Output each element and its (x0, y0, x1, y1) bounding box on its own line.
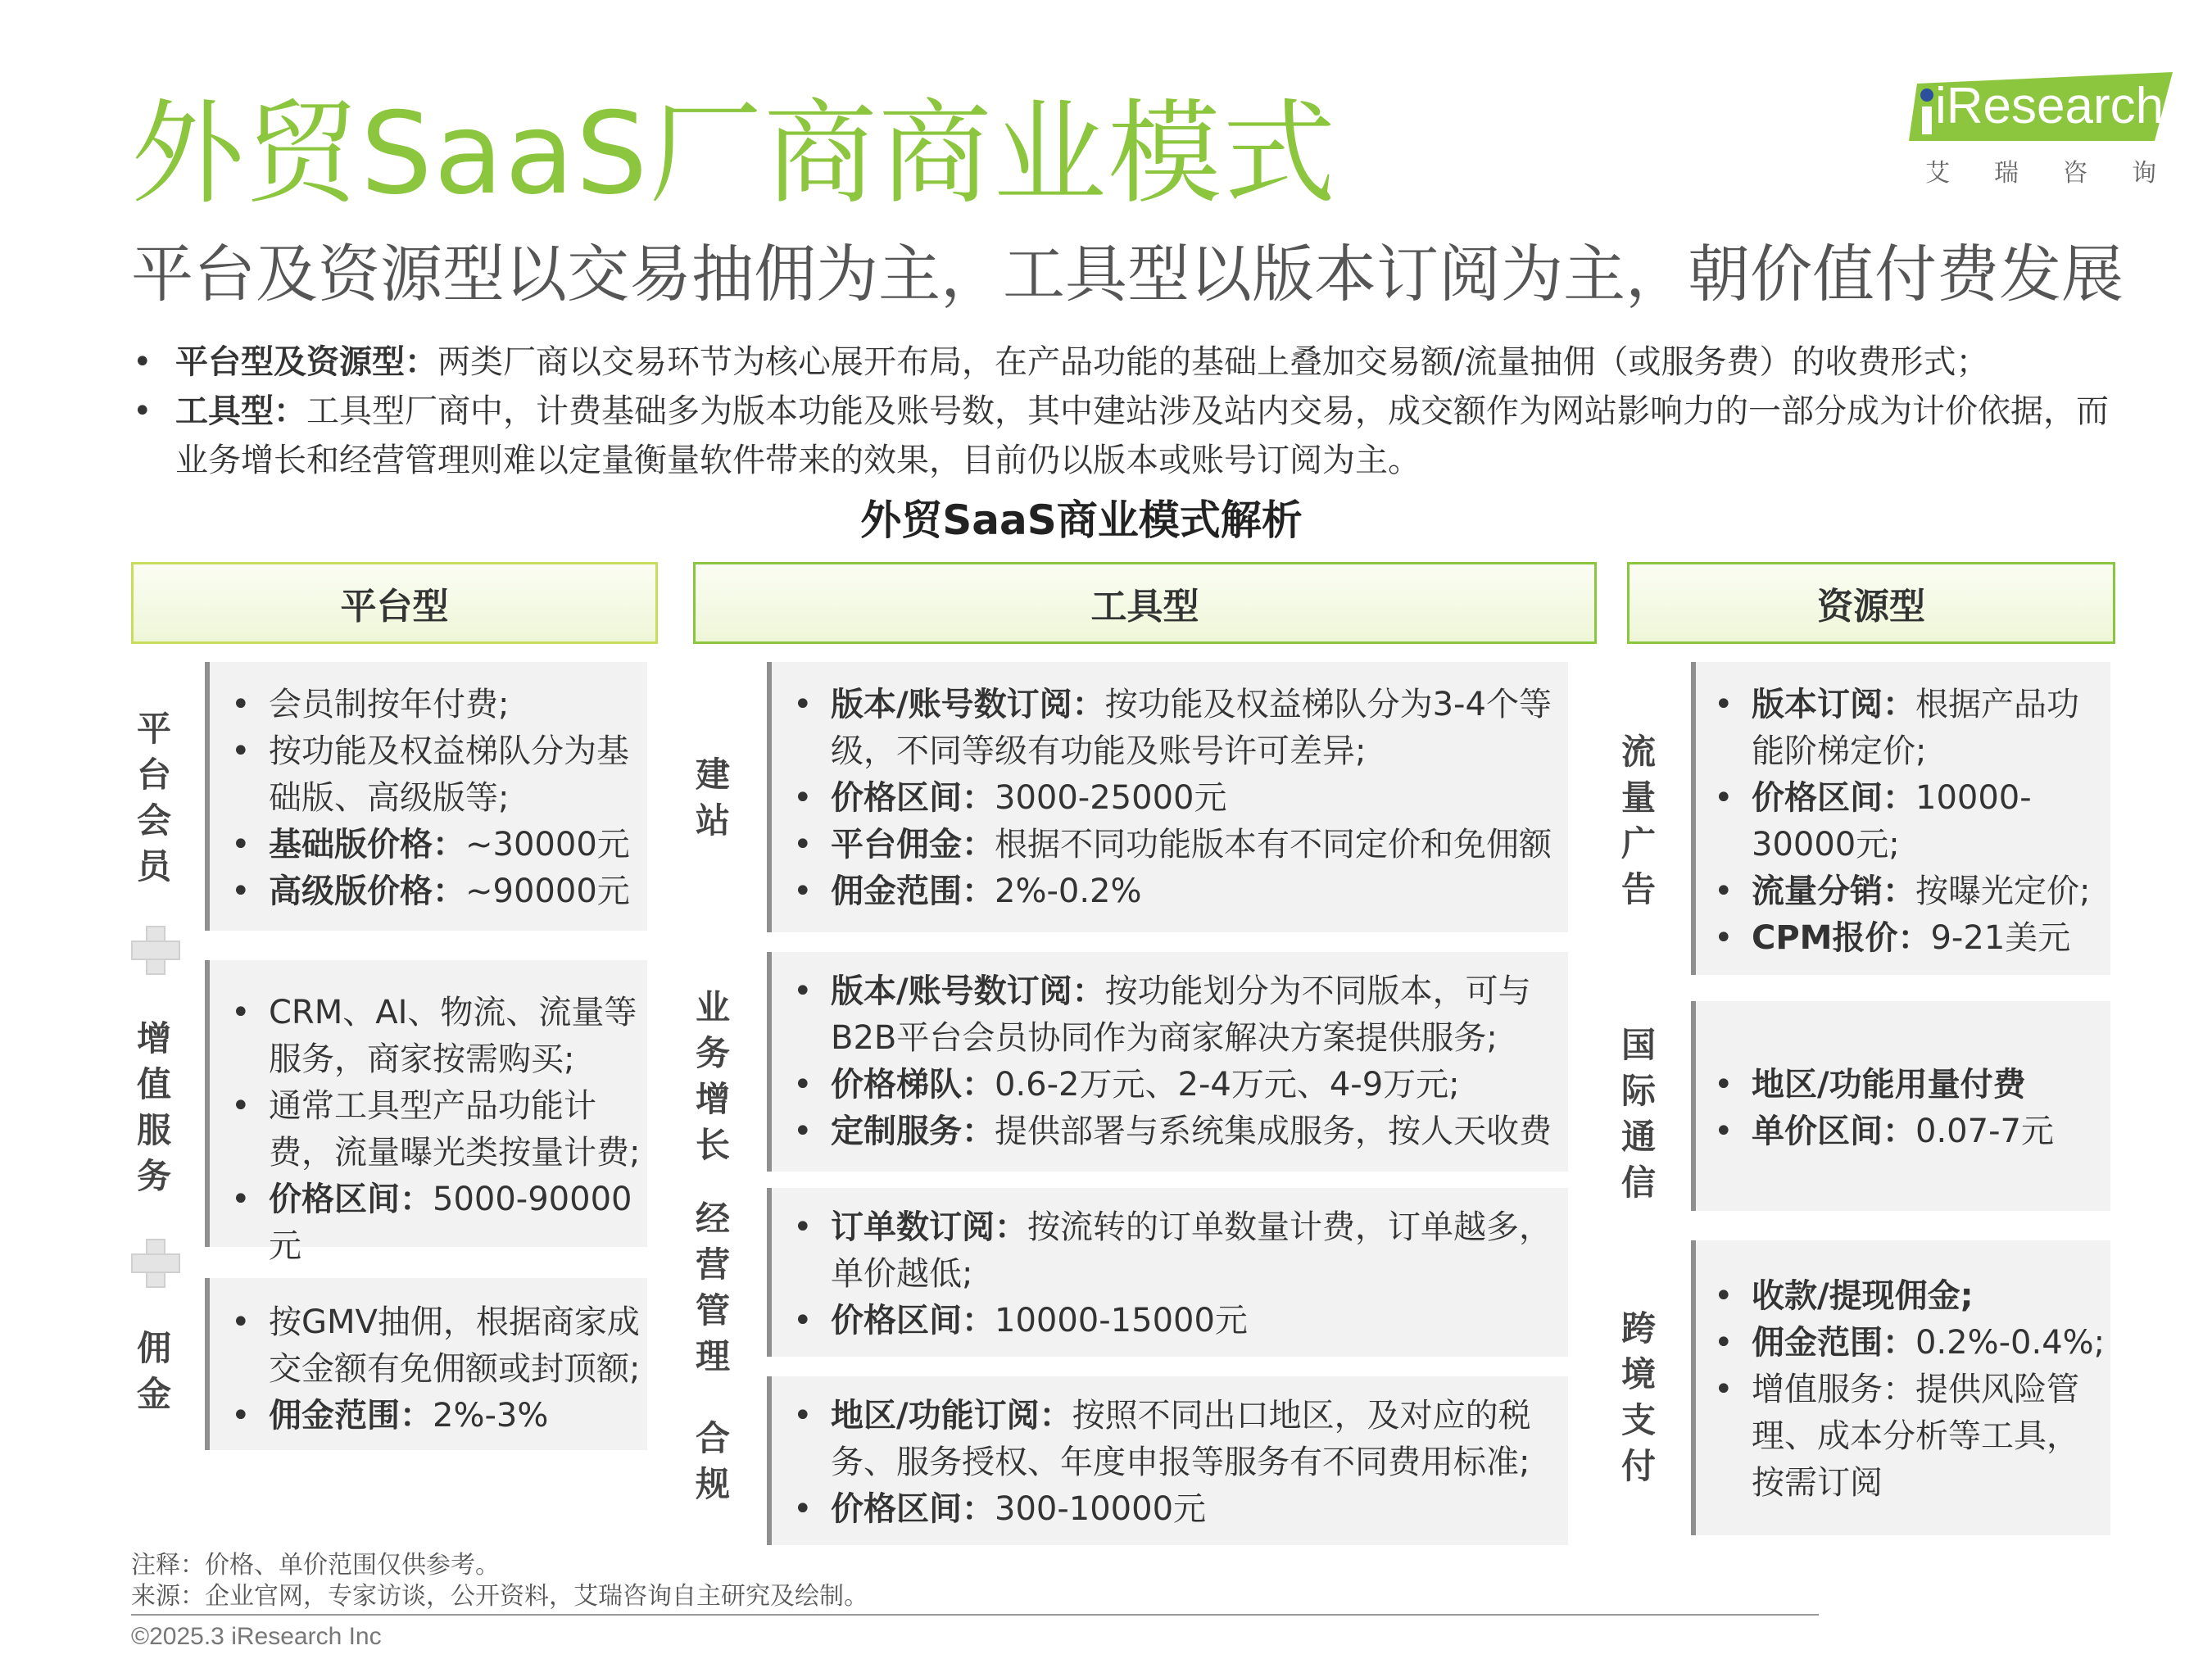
list-item (1709, 1273, 2110, 1320)
item-text: 增值服务：提供风险管理、成本分析等工具，按需订阅 (1752, 1371, 2079, 1502)
list-item (226, 1083, 647, 1176)
plus-icon (131, 1239, 177, 1285)
list-item (226, 822, 647, 868)
card-operations (767, 1188, 1568, 1357)
list-item (226, 682, 647, 728)
row-label-commission: 佣金 (136, 1328, 171, 1414)
list-item (788, 1393, 1568, 1486)
item-bold: 定制服务： (831, 1113, 995, 1150)
column-header-tool: 工具型 (693, 562, 1597, 644)
intro-bullet (131, 387, 2138, 485)
list-item (788, 1062, 1568, 1108)
item-bold: 版本订阅： (1752, 686, 1915, 723)
list-item (1709, 1320, 2110, 1367)
item-text: 根据产品功能阶梯定价; (1752, 686, 2079, 770)
row-label-compliance: 合规 (695, 1418, 730, 1504)
row-label-ads: 流量广告 (1620, 732, 1656, 909)
list-item (226, 1393, 647, 1439)
card-payment (1691, 1240, 2110, 1535)
logo-wordmark: iResearch (1935, 78, 2164, 134)
item-text: ~30000元 (465, 826, 630, 863)
column-header-platform: 平台型 (131, 562, 658, 644)
item-bold: 佣金范围： (269, 1397, 433, 1435)
list-item (1709, 1367, 2110, 1507)
iresearch-logo (1909, 72, 2201, 195)
list-item (788, 1108, 1568, 1155)
intro-bullet (131, 338, 2138, 387)
list-item (1709, 868, 2110, 915)
item-text: 2%-3% (433, 1397, 549, 1435)
intro-bullet-text: 两类厂商以交易环节为核心展开布局，在产品功能的基础上叠加交易额/流量抽佣（或服务费）的收费形式； (437, 343, 1989, 381)
item-bold: 佣金范围： (831, 873, 995, 910)
item-bold: 基础版价格： (269, 826, 465, 863)
intro-bullets (131, 338, 2138, 485)
item-text: 按曝光定价; (1915, 873, 2091, 910)
list-item (1709, 682, 2110, 775)
card-site-building (767, 662, 1568, 932)
item-text: 会员制按年付费; (269, 686, 510, 723)
logo-subtitle: 艾瑞咨询 (1925, 159, 2201, 188)
card-value-added (205, 960, 647, 1265)
item-text: 通常工具型产品功能计费，流量曝光类按量计费; (269, 1087, 641, 1172)
list-item (1709, 915, 2110, 962)
item-text: 5000-90000元 (269, 1181, 632, 1265)
row-label-value-added: 增值服务 (136, 1018, 171, 1196)
row-label-membership: 平台会员 (136, 709, 171, 886)
item-bold: 版本/账号数订阅： (831, 972, 1105, 1010)
card-ads (1691, 662, 2110, 975)
item-text: 按流转的订单数量计费，订单越多，单价越低; (831, 1208, 1552, 1293)
plus-icon (131, 926, 177, 972)
item-text: 按功能及权益梯队分为基础版、高级版等; (269, 732, 629, 817)
item-text: 0.6-2万元、2-4万元、4-9万元; (995, 1066, 1460, 1104)
item-bold: 价格区间： (269, 1181, 433, 1218)
footer-divider (131, 1614, 1819, 1616)
list-item (788, 1204, 1568, 1298)
list-item (1709, 1062, 2110, 1108)
item-bold: 平台佣金： (831, 826, 995, 863)
diagram-title: 外贸SaaS商业模式解析 (860, 496, 1303, 544)
row-label-growth: 业务增长 (695, 987, 730, 1165)
copyright: ©2025.3 iResearch Inc (131, 1623, 382, 1650)
list-item (788, 968, 1568, 1062)
list-item (1709, 1108, 2110, 1155)
intro-bullet-text: 工具型厂商中，计费基础多为版本功能及账号数，其中建站涉及站内交易，成交额作为网站影响力的一部分成为计价依据，而业务增长和经营管理则难以定量衡量软件带来的效果，目前仍以版本或账号订阅为主。 (175, 392, 2109, 479)
list-item (226, 1299, 647, 1393)
item-bold: 价格区间： (1752, 779, 1915, 817)
list-item (788, 682, 1568, 775)
list-item (226, 728, 647, 822)
item-text: 根据不同功能版本有不同定价和免佣额 (995, 826, 1552, 863)
item-text: 3000-25000元 (995, 779, 1227, 817)
list-item (788, 868, 1568, 915)
item-bold: 收款/提现佣金; (1752, 1277, 1974, 1315)
card-growth (767, 952, 1568, 1172)
list-item (1709, 775, 2110, 868)
item-text: 10000-30000元; (1752, 779, 2032, 863)
list-item (788, 822, 1568, 868)
item-text: 2%-0.2% (995, 873, 1142, 910)
item-bold: 版本/账号数订阅： (831, 686, 1105, 723)
item-bold: 订单数订阅： (831, 1208, 1027, 1246)
item-text: 按照不同出口地区，及对应的税务、服务授权、年度申报等服务有不同费用标准; (831, 1397, 1531, 1481)
row-label-payment: 跨境支付 (1620, 1308, 1656, 1486)
page-subtitle: 平台及资源型以交易抽佣为主，工具型以版本订阅为主，朝价值付费发展 (131, 238, 2124, 310)
list-item (226, 1176, 647, 1270)
item-text: ~90000元 (465, 873, 630, 910)
list-item (226, 990, 647, 1083)
item-text: 9-21美元 (1930, 919, 2071, 957)
item-text: 0.07-7元 (1915, 1113, 2054, 1150)
intro-bullet-bold: 平台型及资源型： (175, 343, 437, 381)
item-bold: 单价区间： (1752, 1113, 1915, 1150)
card-compliance (767, 1376, 1568, 1545)
list-item (788, 1298, 1568, 1344)
item-bold: 流量分销： (1752, 873, 1915, 910)
row-label-site-building: 建站 (695, 755, 730, 841)
intro-bullet-bold: 工具型： (175, 392, 306, 430)
item-bold: 价格区间： (831, 779, 995, 817)
item-text: 按功能划分为不同版本，可与B2B平台会员协同作为商家解决方案提供服务; (831, 972, 1531, 1057)
row-label-telecom: 国际通信 (1620, 1025, 1656, 1203)
card-membership (205, 662, 647, 931)
item-text: 300-10000元 (995, 1490, 1207, 1528)
card-telecom (1691, 1001, 2110, 1211)
footnote-note: 注释：价格、单价范围仅供参考。 (131, 1551, 500, 1580)
page-title: 外贸SaaS厂商商业模式 (131, 88, 1338, 220)
item-bold: 地区/功能用量付费 (1752, 1066, 2026, 1104)
item-text: 提供部署与系统集成服务，按人天收费 (995, 1113, 1552, 1150)
item-bold: 佣金范围： (1752, 1324, 1915, 1362)
column-header-resource: 资源型 (1627, 562, 2115, 644)
card-commission (205, 1278, 647, 1450)
item-bold: 价格区间： (831, 1302, 995, 1339)
footnote-source: 来源：企业官网，专家访谈，公开资料，艾瑞咨询自主研究及绘制。 (131, 1582, 868, 1611)
item-bold: 高级版价格： (269, 873, 465, 910)
item-text: 10000-15000元 (995, 1302, 1248, 1339)
list-item (226, 868, 647, 915)
item-bold: 价格区间： (831, 1490, 995, 1528)
item-text: CRM、AI、物流、流量等服务，商家按需购买; (269, 994, 637, 1078)
row-label-operations: 经营管理 (695, 1199, 730, 1376)
item-bold: 价格梯队： (831, 1066, 995, 1104)
item-text: 按功能及权益梯队分为3-4个等级，不同等级有功能及账号许可差异; (831, 686, 1552, 770)
item-bold: 地区/功能订阅： (831, 1397, 1072, 1435)
list-item (788, 1486, 1568, 1533)
list-item (788, 775, 1568, 822)
footnotes (131, 1550, 868, 1612)
item-bold: CPM报价： (1752, 919, 1931, 957)
item-text: 按GMV抽佣，根据商家成交金额有免佣额或封顶额; (269, 1303, 641, 1388)
item-text: 0.2%-0.4%; (1915, 1324, 2105, 1362)
